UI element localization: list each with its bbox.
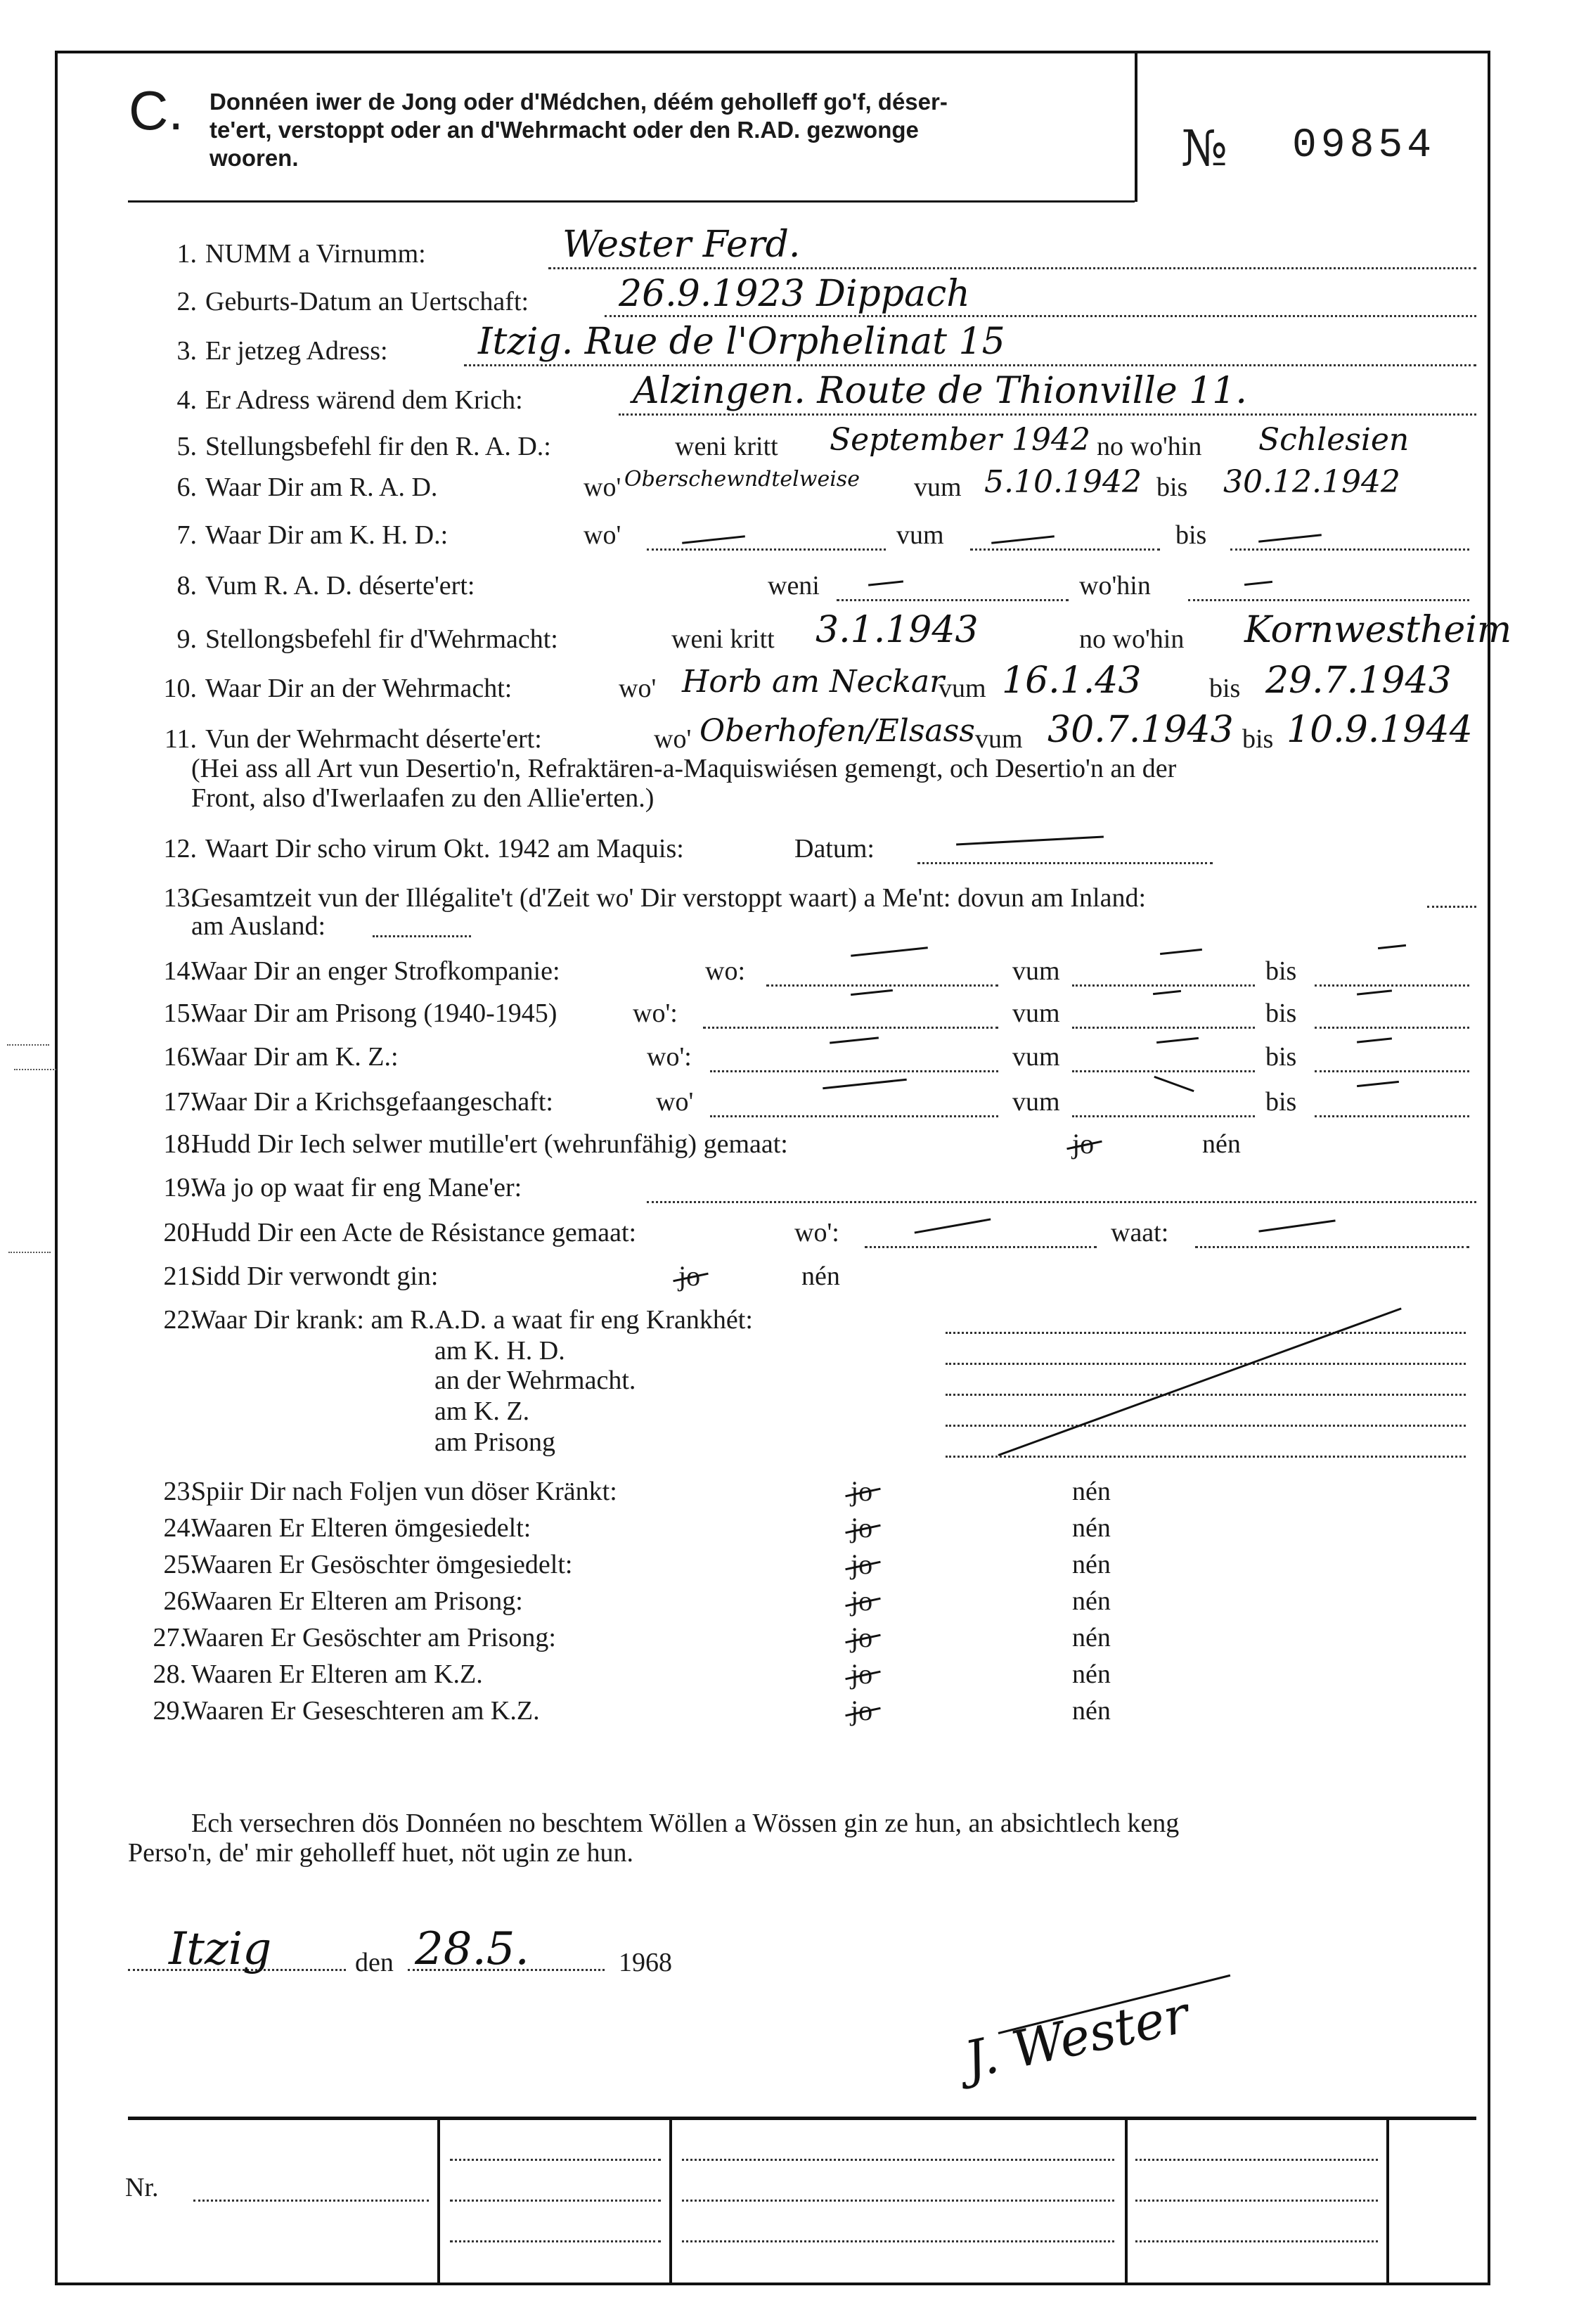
row-key: vum	[914, 473, 962, 502]
yes-option-struck: jo	[851, 1585, 873, 1617]
row-number: 5.	[176, 432, 197, 461]
row-label: Waar Dir a Krichsgefaangeschaft:	[191, 1087, 553, 1117]
footer-divider	[437, 2117, 440, 2285]
row-label: Hudd Dir een Acte de Résistance gemaat:	[191, 1218, 637, 1247]
row-number: 9.	[176, 624, 197, 654]
no-option: nén	[1072, 1586, 1111, 1616]
answer-line	[1315, 984, 1469, 987]
answer-line	[605, 315, 1476, 317]
row-label: Geburts-Datum an Uertschaft:	[205, 287, 529, 316]
row-number: 3.	[176, 336, 197, 366]
row-number: 18.	[163, 1129, 197, 1159]
handwritten-value: 5.10.1942	[984, 464, 1142, 500]
answer-line	[946, 1425, 1466, 1427]
answer-line	[548, 267, 1476, 269]
footer-line	[1135, 2240, 1378, 2242]
answer-line	[1072, 984, 1255, 987]
footer-divider	[669, 2117, 672, 2285]
row-key: bis	[1265, 1087, 1297, 1117]
row-label: Stellongsbefehl fir d'Wehrmacht:	[205, 624, 558, 654]
handwritten-war-address: Alzingen. Route de Thionville 11.	[633, 370, 1247, 412]
yes-option-struck: jo	[851, 1548, 873, 1580]
handwritten-value: 30.12.1942	[1223, 464, 1400, 500]
no-option: nén	[1072, 1477, 1111, 1506]
scan-artifact	[8, 1252, 51, 1260]
answer-line	[647, 548, 886, 551]
row-number: 1.	[176, 239, 197, 269]
row-label: Waar Dir krank: am R.A.D. a waat fir eng Krankhét:	[191, 1305, 753, 1335]
row-number: 19.	[163, 1173, 197, 1202]
handwritten-value: Kornwestheim	[1244, 609, 1512, 651]
row-label: Er jetzeg Adress:	[205, 336, 388, 366]
no-option: nén	[1072, 1513, 1111, 1543]
row-key: bis	[1265, 1042, 1297, 1072]
answer-line	[1315, 1027, 1469, 1029]
footer-line	[1135, 2200, 1378, 2202]
row-label: Vum R. A. D. déserte'ert:	[205, 571, 475, 601]
row-number: 6.	[176, 473, 197, 502]
row-number: 24.	[163, 1513, 197, 1543]
row-key: vum	[1012, 999, 1060, 1028]
header-rule	[128, 200, 1135, 203]
row-label: Waaren Er Elteren ömgesiedelt:	[191, 1513, 531, 1543]
answer-line	[710, 1115, 998, 1117]
row-number: 21.	[163, 1261, 197, 1291]
no-option: nén	[1072, 1659, 1111, 1689]
row-number: 11.	[164, 724, 197, 754]
answer-line	[703, 1027, 998, 1029]
handwritten-birth: 26.9.1923 Dippach	[619, 273, 970, 315]
row-key: vum	[939, 674, 986, 703]
row-key: wo'	[584, 473, 621, 502]
answer-line	[1315, 1115, 1469, 1117]
answer-line	[970, 548, 1160, 551]
footer-divider	[1125, 2117, 1128, 2285]
answer-line	[710, 1070, 998, 1072]
row-label: Waaren Er Gesöschter am Prisong:	[183, 1623, 556, 1652]
answer-line	[464, 364, 1476, 366]
row-key: weni kritt	[675, 432, 778, 461]
row-key: wo':	[647, 1042, 692, 1072]
form-number: 09854	[1292, 123, 1436, 169]
row-number: 2.	[176, 287, 197, 316]
row-label: Waar Dir am R. A. D.	[205, 473, 438, 502]
year-label: 1968	[619, 1948, 672, 1977]
row-key: bis	[1156, 473, 1188, 502]
nr-label: Nr.	[125, 2173, 159, 2202]
row-key: bis	[1175, 520, 1207, 550]
handwritten-value: 16.1.43	[1002, 660, 1142, 702]
row-key: vum	[1012, 956, 1060, 986]
handwritten-place: Itzig	[169, 1923, 272, 1975]
row-key: wo'	[619, 674, 657, 703]
handwritten-value: Horb am Neckar	[682, 664, 945, 700]
row-11-note-2: Front, also d'Iwerlaafen zu den Allie'erten.)	[191, 783, 655, 813]
form-title-line-2: te'ert, verstoppt oder an d'Wehrmacht oder den R.AD. gezwonge	[209, 117, 919, 143]
row-key: weni	[768, 571, 820, 601]
form-title-line-1: Donnéen iwer de Jong oder d'Médchen, déém geholleff go'f, déser-	[209, 89, 948, 115]
answer-line	[1072, 1115, 1255, 1117]
row-key: vum	[975, 724, 1023, 754]
row-number: 17.	[163, 1087, 197, 1117]
answer-line	[946, 1332, 1466, 1334]
footer-line	[450, 2240, 661, 2242]
row-key: vum	[896, 520, 944, 550]
row-key: wo:	[705, 956, 745, 986]
number-sign: №	[1181, 120, 1228, 177]
row-label: Waaren Er Gesöschter ömgesiedelt:	[191, 1550, 573, 1579]
row-number: 14.	[163, 956, 197, 986]
no-option: nén	[1072, 1623, 1111, 1652]
answer-line	[1072, 1027, 1255, 1029]
row-key: Datum:	[794, 834, 875, 864]
row-number: 8.	[176, 571, 197, 601]
footer-line	[682, 2240, 1114, 2242]
row-key: wo':	[633, 999, 678, 1028]
answer-line	[917, 862, 1213, 864]
nr-line	[193, 2200, 429, 2202]
illness-sub-prisong: am Prisong	[434, 1427, 556, 1457]
answer-line	[1195, 1246, 1469, 1248]
illness-sub-wehrmacht: an der Wehrmacht.	[434, 1366, 636, 1395]
answer-line	[946, 1394, 1466, 1396]
no-option: nén	[1072, 1550, 1111, 1579]
row-key: wo'	[584, 520, 621, 550]
row-key: wo'	[654, 724, 692, 754]
row-label: Waaren Er Geseschteren am K.Z.	[183, 1696, 540, 1726]
answer-line	[946, 1363, 1466, 1365]
row-label: Gesamtzeit vun der Illégalite't (d'Zeit wo' Dir verstoppt waart) a Me'nt: dovun am Inland:	[191, 883, 1147, 913]
row-key: bis	[1209, 674, 1241, 703]
row-number: 10.	[163, 674, 197, 703]
den-label: den	[355, 1948, 394, 1977]
answer-line	[865, 1246, 1097, 1248]
row-key: vum	[1012, 1042, 1060, 1072]
illness-sub-khd: am K. H. D.	[434, 1336, 565, 1366]
answer-line	[946, 1456, 1466, 1458]
answer-line	[1315, 1070, 1469, 1072]
signature: J. Wester	[959, 1984, 1194, 2090]
handwritten-value: 30.7.1943	[1047, 709, 1234, 751]
row-label: Waar Dir am K. H. D.:	[205, 520, 449, 550]
row-number: 13.	[163, 883, 197, 913]
row-key: weni kritt	[671, 624, 775, 654]
illness-sub-kz: am K. Z.	[434, 1397, 530, 1426]
row-label: Wa jo op waat fir eng Mane'er:	[191, 1173, 522, 1202]
handwritten-value: Oberhofen/Elsass	[699, 713, 975, 749]
footer-divider	[1386, 2117, 1389, 2285]
answer-line	[766, 984, 998, 987]
row-label: Waaren Er Elteren am Prisong:	[191, 1586, 523, 1616]
footer-rule	[128, 2117, 1476, 2120]
row-label: Waar Dir am K. Z.:	[191, 1042, 399, 1072]
row-number: 28.	[153, 1659, 186, 1689]
row-label: Spiir Dir nach Foljen vun döser Kränkt:	[191, 1477, 617, 1506]
row-number: 27.	[153, 1623, 186, 1652]
row-number: 12.	[163, 834, 197, 864]
answer-line	[1072, 1070, 1255, 1072]
handwritten-value: 29.7.1943	[1265, 660, 1452, 702]
answer-line	[373, 935, 471, 937]
answer-line	[1188, 599, 1469, 601]
yes-option-struck: jo	[851, 1695, 873, 1726]
row-label: NUMM a Virnumm:	[205, 239, 426, 269]
scan-artifact	[7, 1044, 49, 1053]
footer-line	[1135, 2159, 1378, 2161]
handwritten-value: 3.1.1943	[815, 609, 979, 651]
handwritten-address: Itzig. Rue de l'Orphelinat 15	[478, 321, 1005, 363]
row-label: Er Adress wärend dem Krich:	[205, 385, 523, 415]
row-label: Waar Dir an der Wehrmacht:	[205, 674, 512, 703]
form-title-line-3: wooren.	[209, 145, 299, 171]
row-label: Waaren Er Elteren am K.Z.	[191, 1659, 483, 1689]
row-key: vum	[1012, 1087, 1060, 1117]
handwritten-date: 28.5.	[415, 1923, 529, 1975]
yes-option-struck: jo	[851, 1658, 873, 1690]
row-key: waat:	[1111, 1218, 1169, 1247]
footer-line	[682, 2159, 1114, 2161]
answer-line	[647, 1201, 1476, 1203]
row-11-note: (Hei ass all Art vun Desertio'n, Refraktären-a-Maquiswiésen gemengt, och Desertio'n an der	[191, 754, 1177, 783]
row-label: Stellungsbefehl fir den R. A. D.:	[205, 432, 551, 461]
answer-line	[619, 413, 1476, 416]
row-label: Waart Dir scho virum Okt. 1942 am Maquis:	[205, 834, 684, 864]
footer-line	[682, 2200, 1114, 2202]
answer-line	[837, 599, 1069, 601]
row-number: 20.	[163, 1218, 197, 1247]
footer-line	[450, 2200, 661, 2202]
yes-option-struck: jo	[851, 1475, 873, 1507]
row-label: Sidd Dir verwondt gin:	[191, 1261, 439, 1291]
yes-option-struck: jo	[678, 1260, 701, 1292]
row-number: 7.	[176, 520, 197, 550]
yes-option-struck: jo	[1072, 1128, 1095, 1160]
row-key: wo'hin	[1079, 571, 1151, 601]
row-number: 26.	[163, 1586, 197, 1616]
declaration-line-1: Ech versechren dös Donnéen no beschtem Wöllen a Wössen gin ze hun, an absichtlech keng	[191, 1809, 1180, 1838]
no-option: nén	[1202, 1129, 1241, 1159]
answer-line	[1427, 906, 1476, 908]
row-key: no wo'hin	[1079, 624, 1185, 654]
row-number: 16.	[163, 1042, 197, 1072]
row-label: Waar Dir am Prisong (1940-1945)	[191, 999, 557, 1028]
row-number: 29.	[153, 1696, 186, 1726]
scan-artifact	[14, 1069, 56, 1077]
row-key: no wo'hin	[1097, 432, 1202, 461]
handwritten-value: Oberschewndtelweise	[624, 467, 860, 492]
row-label: Hudd Dir Iech selwer mutille'ert (wehrunfähig) gemaat:	[191, 1129, 788, 1159]
row-number: 25.	[163, 1550, 197, 1579]
row-key: bis	[1265, 999, 1297, 1028]
row-label: Vun der Wehrmacht déserte'ert:	[205, 724, 542, 754]
section-letter: C.	[129, 79, 183, 141]
handwritten-name: Wester Ferd.	[562, 224, 801, 266]
row-key: wo':	[794, 1218, 839, 1247]
handwritten-value: September 1942	[830, 422, 1090, 458]
declaration-line-2: Perso'n, de' mir geholleff huet, nöt ugin ze hun.	[128, 1838, 634, 1868]
form-title	[209, 88, 1123, 172]
yes-option-struck: jo	[851, 1512, 873, 1543]
handwritten-value: Schlesien	[1258, 422, 1410, 458]
yes-option-struck: jo	[851, 1622, 873, 1653]
handwritten-value: 10.9.1944	[1287, 709, 1473, 751]
no-option: nén	[801, 1261, 840, 1291]
row-number: 22.	[163, 1305, 197, 1335]
row-label: Waar Dir an enger Strofkompanie:	[191, 956, 560, 986]
row-number: 23.	[163, 1477, 197, 1506]
row-key: bis	[1242, 724, 1274, 754]
row-key: bis	[1265, 956, 1297, 986]
answer-line	[1230, 548, 1469, 551]
row-number: 15.	[163, 999, 197, 1028]
row-13-line-2: am Ausland:	[191, 911, 326, 941]
no-option: nén	[1072, 1696, 1111, 1726]
header-divider	[1135, 51, 1137, 202]
footer-line	[450, 2159, 661, 2161]
row-number: 4.	[176, 385, 197, 415]
row-key: wo'	[656, 1087, 694, 1117]
